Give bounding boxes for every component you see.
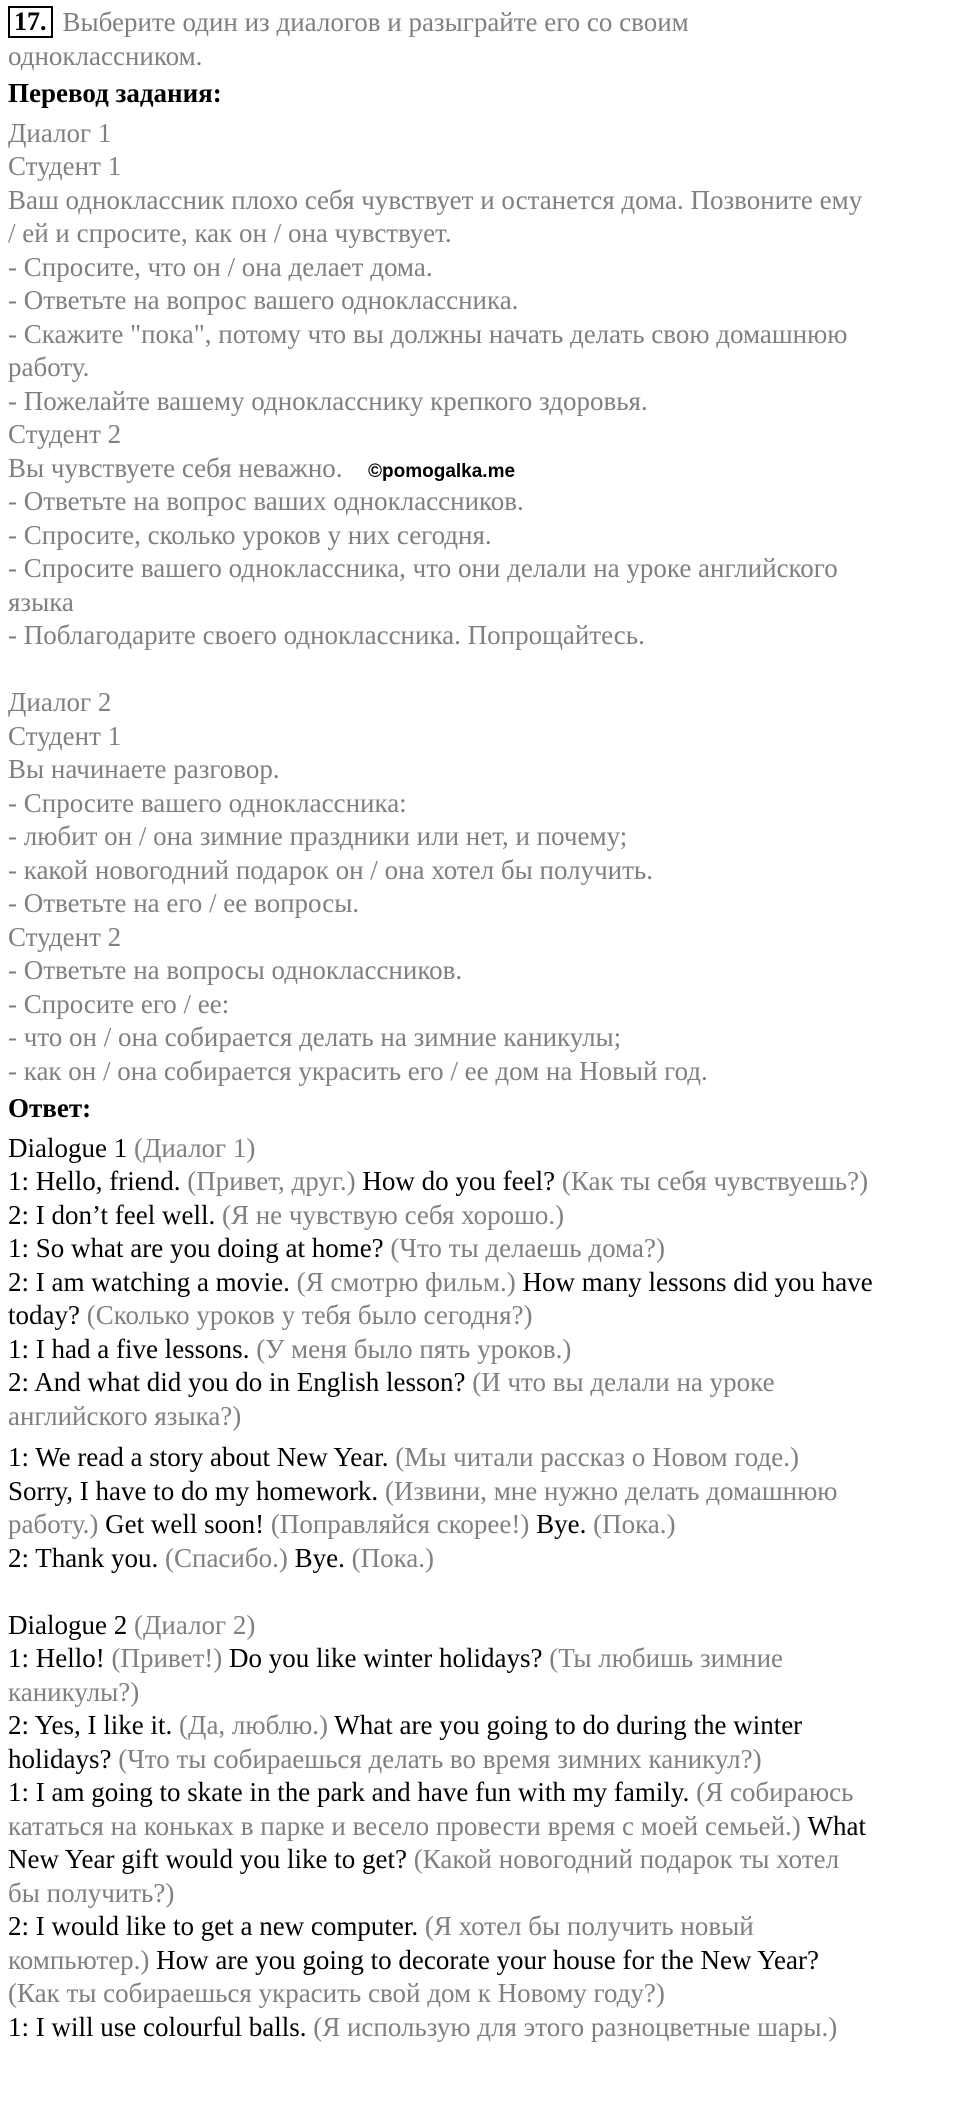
dialogue-line	[8, 1910, 958, 1944]
russian-translation: бы получить?)	[8, 1877, 175, 1908]
answer-heading: Ответ:	[8, 1093, 92, 1123]
english-text: Sorry, I have to do my homework.	[8, 1475, 385, 1506]
document-page	[8, 6, 958, 2044]
task-number: 17.	[8, 6, 53, 38]
russian-translation: (Диалог 1)	[133, 1132, 256, 1163]
dialogue-line	[8, 1810, 958, 1844]
dialogue-line	[8, 1709, 958, 1743]
russian-translation: (Пока.)	[351, 1542, 435, 1573]
text-line: Диалог 2	[8, 687, 112, 717]
answer-dialogue-1-part-2	[8, 1441, 958, 1575]
english-text: 1: I will use colourful balls.	[8, 2011, 314, 2042]
english-text: 2: Yes, I like it.	[8, 1710, 180, 1740]
dialogue-line	[8, 1475, 958, 1509]
russian-translation: (Диалог 2)	[133, 1609, 256, 1640]
text-line: Вы чувствуете себя неважно.	[8, 452, 343, 483]
translation-dialog-1-student-1	[8, 117, 958, 419]
english-text: 2: Thank you.	[8, 1542, 165, 1573]
dialogue-line	[8, 1366, 958, 1400]
english-text: How do you feel?	[362, 1166, 562, 1196]
russian-translation: работу.)	[8, 1509, 106, 1539]
text-line: - как он / она собирается украсить его / ее дом на Новый год.	[8, 1055, 708, 1086]
english-text: How are you going to decorate your house for the New Year?	[156, 1944, 819, 1975]
text-line: Вы начинаете разговор.	[8, 754, 280, 784]
dialogue-line	[8, 1609, 958, 1643]
text-line: / ей и спросите, как он / она чувствует.	[8, 218, 452, 248]
english-text: Dialogue 1	[8, 1132, 134, 1163]
translation-heading: Перевод задания:	[8, 78, 222, 108]
dialogue-line	[8, 1266, 958, 1300]
english-text: What	[807, 1810, 866, 1841]
text-line: - Спросите, сколько уроков у них сегодня.	[8, 519, 492, 550]
russian-translation: (Привет, друг.)	[187, 1166, 363, 1196]
task-text-2: одноклассником.	[8, 40, 203, 71]
blank-line	[8, 1575, 958, 1609]
russian-translation: (Да, люблю.)	[179, 1710, 335, 1740]
blank-line	[8, 653, 958, 687]
text-line: - Поблагодарите своего одноклассника. Попрощайтесь.	[8, 620, 645, 650]
russian-translation: (Мы читали рассказ о Новом годе.)	[395, 1442, 799, 1472]
russian-translation: компьютер.)	[8, 1944, 157, 1975]
text-line: - какой новогодний подарок он / она хотел бы получить.	[8, 854, 653, 885]
english-text: Dialogue 2	[8, 1609, 134, 1640]
text-line: - Спросите вашего одноклассника:	[8, 787, 407, 818]
russian-translation: (Я не чувствую себя хорошо.)	[221, 1199, 565, 1230]
answer-dialogue-1-part-1	[8, 1132, 958, 1434]
dialogue-line	[8, 1877, 958, 1911]
answer-dialogue-2	[8, 1609, 958, 2045]
english-text: How many lessons did you have	[522, 1266, 873, 1297]
russian-translation: английского языка?)	[8, 1400, 242, 1431]
english-text: Get well soon!	[105, 1509, 271, 1539]
english-text: Do you like winter holidays?	[229, 1643, 550, 1673]
russian-translation: (Как ты собираешься украсить свой дом к Новому году?)	[8, 1978, 665, 2008]
text-line: Студент 2	[8, 921, 122, 952]
english-text: 1: Hello, friend.	[8, 1166, 188, 1196]
dialogue-line	[8, 1977, 958, 2011]
spacer	[8, 1433, 958, 1441]
dialogue-line	[8, 1165, 958, 1199]
dialogue-line	[8, 1508, 958, 1542]
english-text: 1: I had a five lessons.	[8, 1333, 257, 1364]
text-line: - Ответьте на вопросы одноклассников.	[8, 955, 463, 985]
dialogue-line	[8, 1642, 958, 1676]
english-text: 1: So what are you doing at home?	[8, 1233, 391, 1263]
text-line: - Спросите, что он / она делает дома.	[8, 251, 433, 282]
russian-translation: (Поправляйся скорее!)	[270, 1509, 537, 1539]
dialogue-line	[8, 1132, 958, 1166]
russian-translation: (Что ты собираешься делать во время зимних каникул?)	[118, 1743, 762, 1774]
english-text: holidays?	[8, 1743, 119, 1774]
russian-translation: кататься на коньках в парке и весело провести время с моей семьей.)	[8, 1810, 808, 1841]
dialogue-line	[8, 1776, 958, 1810]
text-line: - что он / она собирается делать на зимние каникулы;	[8, 1022, 622, 1052]
dialogue-line	[8, 1232, 958, 1266]
russian-translation: (Как ты себя чувствуешь?)	[561, 1166, 869, 1196]
russian-translation: (И что вы делали на уроке	[472, 1367, 775, 1397]
russian-translation: (Я хотел бы получить новый	[424, 1911, 754, 1941]
english-text: Bye.	[536, 1509, 594, 1539]
russian-translation: (Я собираюсь	[696, 1777, 854, 1807]
english-text: 1: Hello!	[8, 1643, 112, 1673]
task-text-1: Выберите один из диалогов и разыграйте его со своим	[62, 7, 689, 37]
text-line: Студент 2	[8, 419, 122, 449]
english-text: 1: I am going to skate in the park and have fun with my family.	[8, 1777, 697, 1807]
russian-translation: (Привет!)	[111, 1643, 230, 1673]
dialogue-line	[8, 1441, 958, 1475]
dialogue-line	[8, 2011, 958, 2045]
russian-translation: (Ты любишь зимние	[549, 1643, 784, 1673]
russian-translation: (Сколько уроков у тебя было сегодня?)	[86, 1300, 533, 1330]
english-text: 2: I would like to get a new computer.	[8, 1911, 425, 1941]
text-line: Студент 1	[8, 720, 122, 751]
watermark: ©pomogalka.me	[368, 461, 516, 482]
russian-translation: (Какой новогодний подарок ты хотел	[413, 1844, 840, 1874]
english-text: 2: I am watching a movie.	[8, 1266, 297, 1297]
text-line: Диалог 1	[8, 117, 112, 148]
dialogue-line	[8, 1944, 958, 1978]
dialogue-line	[8, 1676, 958, 1710]
dialogue-line	[8, 1843, 958, 1877]
english-text: New Year gift would you like to get?	[8, 1844, 414, 1874]
english-text: today?	[8, 1300, 87, 1330]
task-line-1	[8, 6, 958, 40]
text-line: работу.	[8, 352, 90, 382]
text-line: - Ответьте на вопрос вашего одноклассника.	[8, 285, 519, 315]
text-line: Студент 1	[8, 151, 122, 181]
translation-dialog-1-student-2	[8, 418, 958, 653]
english-text: 2: I don’t feel well.	[8, 1199, 222, 1230]
text-line: - Ответьте на его / ее вопросы.	[8, 888, 360, 918]
russian-translation: (У меня было пять уроков.)	[256, 1333, 572, 1364]
dialogue-line	[8, 1743, 958, 1777]
english-text: 2: And what did you do in English lesson?	[8, 1367, 473, 1397]
dialogue-line	[8, 1333, 958, 1367]
russian-translation: (Что ты делаешь дома?)	[390, 1233, 665, 1263]
russian-translation: (Я смотрю фильм.)	[296, 1266, 523, 1297]
translation-dialog-2	[8, 686, 958, 1088]
text-line: языка	[8, 586, 74, 617]
text-line: - Скажите "пока", потому что вы должны начать делать свою домашнюю	[8, 318, 848, 349]
dialogue-line	[8, 1542, 958, 1576]
text-line: - Пожелайте вашему однокласснику крепкого здоровья.	[8, 385, 648, 416]
russian-translation: (Пока.)	[593, 1509, 676, 1539]
text-line: - Спросите вашего одноклассника, что они делали на уроке английского	[8, 553, 838, 583]
russian-translation: (Спасибо.)	[165, 1542, 295, 1573]
text-line: Ваш одноклассник плохо себя чувствует и останется дома. Позвоните ему	[8, 184, 863, 215]
text-line: - Ответьте на вопрос ваших одноклассников.	[8, 486, 524, 516]
dialogue-line	[8, 1299, 958, 1333]
dialogue-line	[8, 1400, 958, 1434]
russian-translation: (Я использую для этого разноцветные шары.)	[313, 2011, 838, 2042]
text-line: - любит он / она зимние праздники или нет, и почему;	[8, 821, 628, 851]
russian-translation: каникулы?)	[8, 1676, 140, 1707]
english-text: Bye.	[294, 1542, 352, 1573]
text-line: - Спросите его / ее:	[8, 988, 230, 1019]
russian-translation: (Извини, мне нужно делать домашнюю	[384, 1475, 838, 1506]
dialogue-line	[8, 1199, 958, 1233]
english-text: What are you going to do during the winter	[334, 1710, 803, 1740]
english-text: 1: We read a story about New Year.	[8, 1442, 396, 1472]
